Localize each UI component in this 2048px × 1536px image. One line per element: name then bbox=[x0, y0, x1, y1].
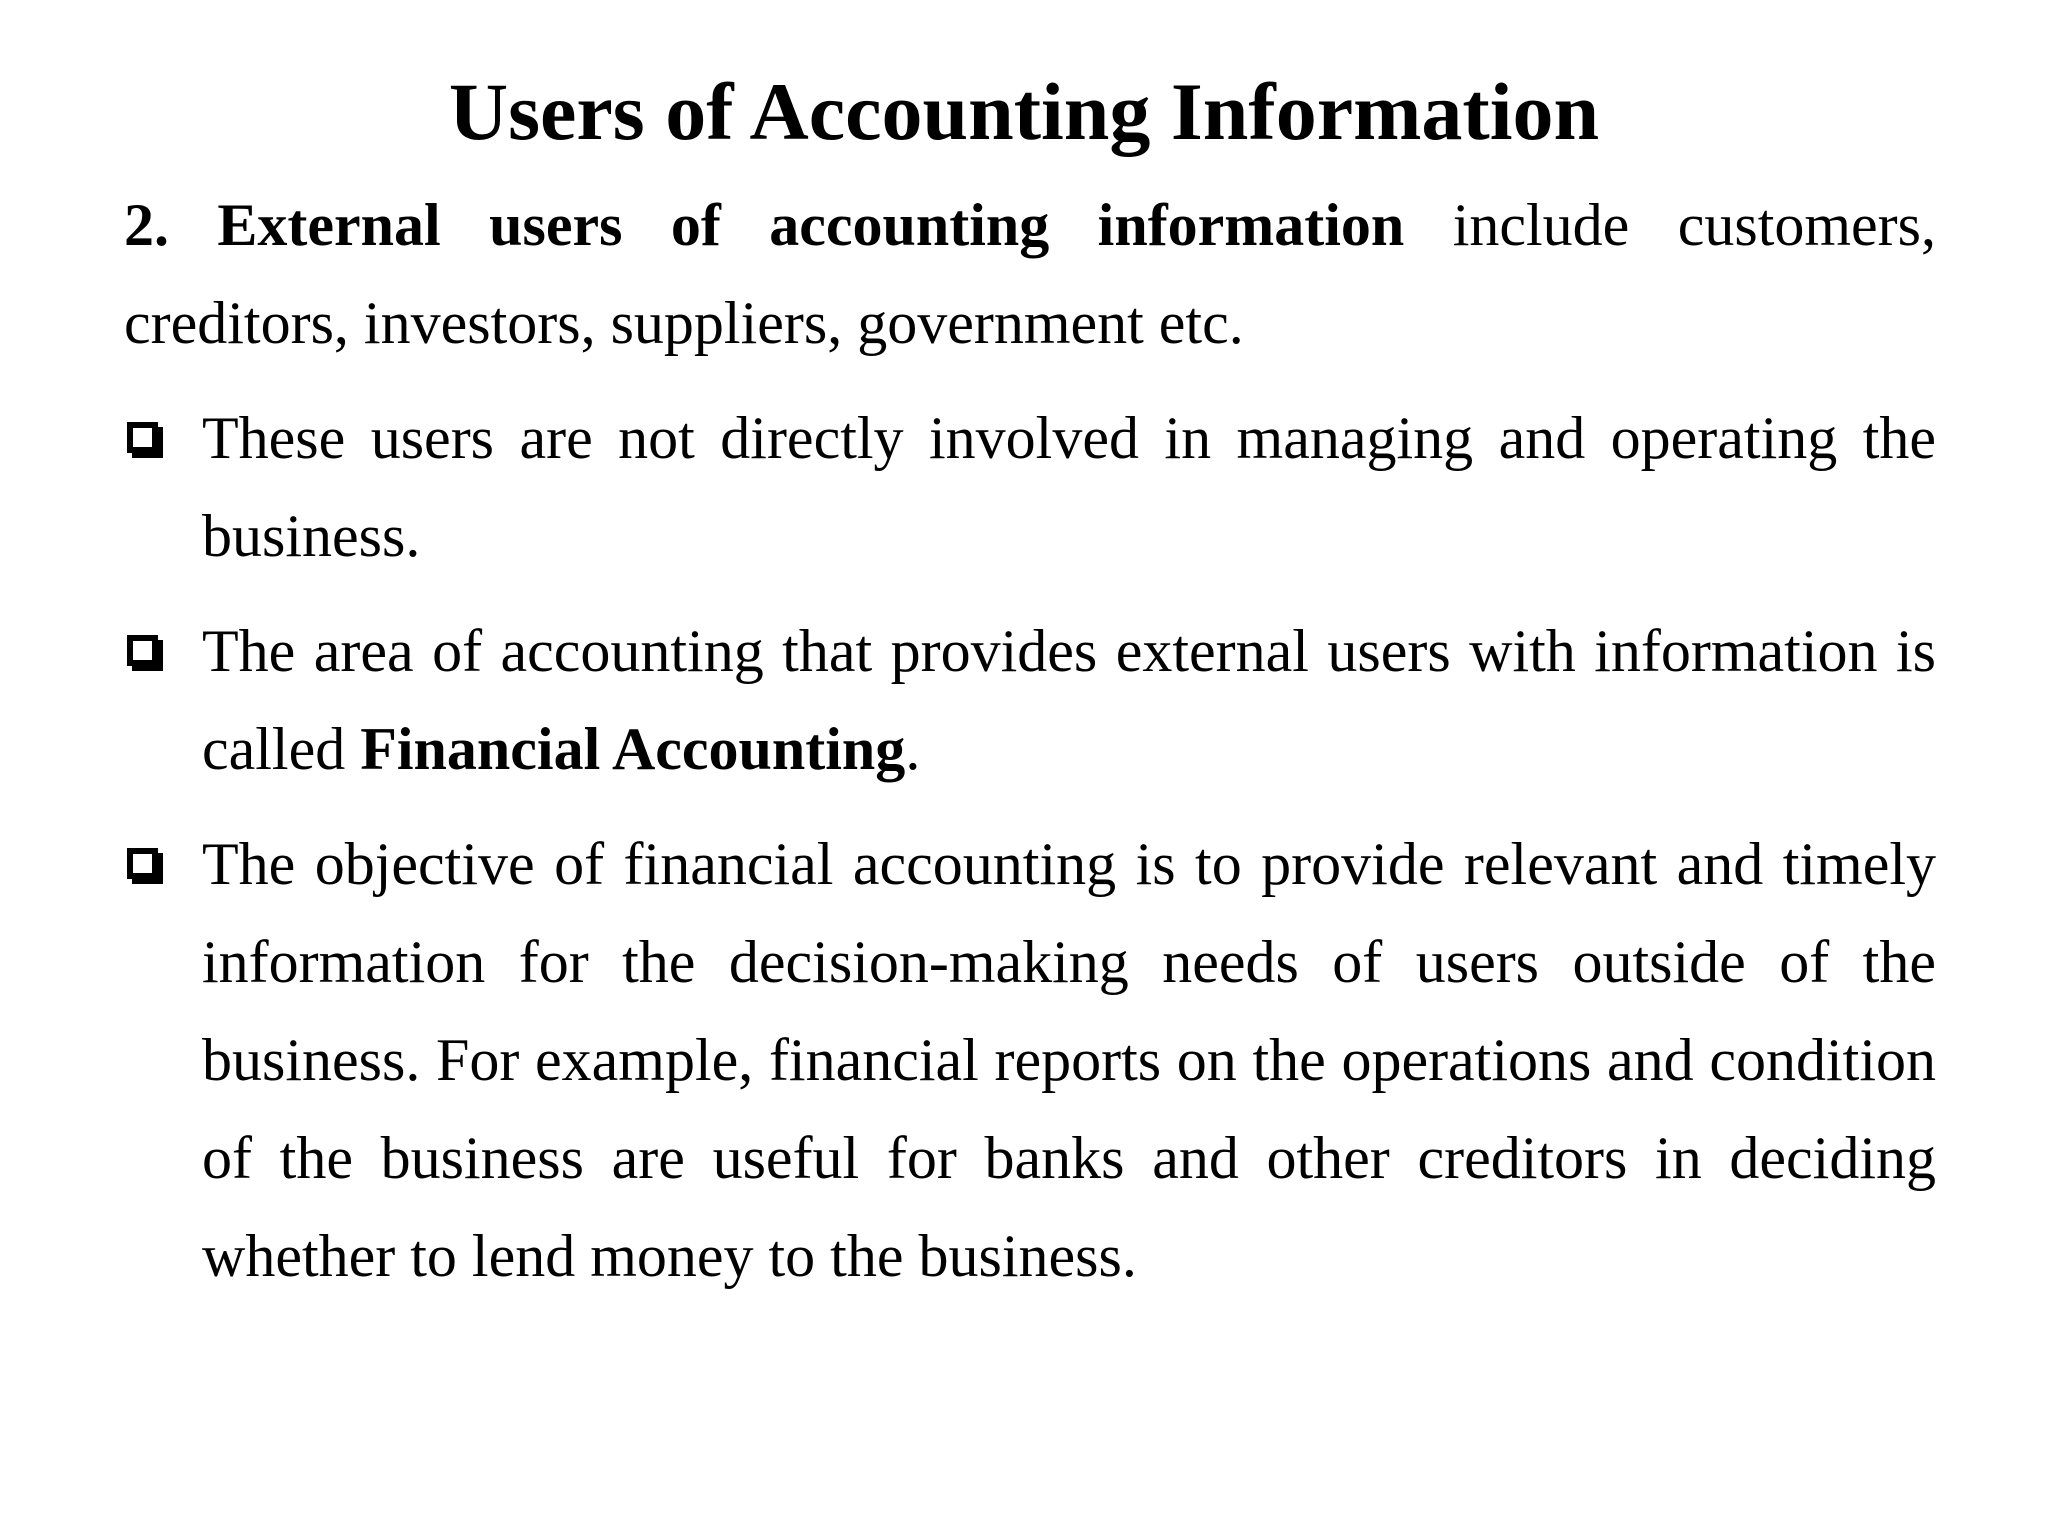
bullet-item-1 bbox=[124, 389, 1936, 585]
bullet-item-3 bbox=[124, 815, 1936, 1305]
bullet-text: The area of accounting that provides external users with information is called bbox=[202, 618, 1936, 782]
bullet-item-2 bbox=[124, 602, 1936, 798]
slide-content bbox=[124, 176, 1936, 1322]
bullet-text: These users are not directly involved in managing and operating the business. bbox=[202, 405, 1936, 569]
bullet-bold-term: Financial Accounting bbox=[360, 716, 906, 782]
checkbox-square-icon bbox=[127, 635, 158, 666]
checkbox-square-icon bbox=[127, 422, 158, 453]
intro-text: include customers, creditors, investors, suppliers, government etc. bbox=[124, 192, 1937, 356]
checkbox-square-icon bbox=[127, 848, 158, 879]
intro-bold-lead: 2. External users of accounting information bbox=[124, 192, 1405, 258]
bullet-text-end: . bbox=[905, 716, 921, 782]
slide-title: Users of Accounting Information bbox=[448, 66, 1600, 157]
intro-paragraph bbox=[124, 176, 1936, 372]
bullet-list bbox=[124, 389, 1936, 1305]
bullet-text: The objective of financial accounting is to provide relevant and timely information for the decision-making needs of users outside of the business. For example, financial reports on the operations and condition of the business are useful for banks and other creditors in deciding whether to lend money to the business. bbox=[202, 831, 1936, 1289]
